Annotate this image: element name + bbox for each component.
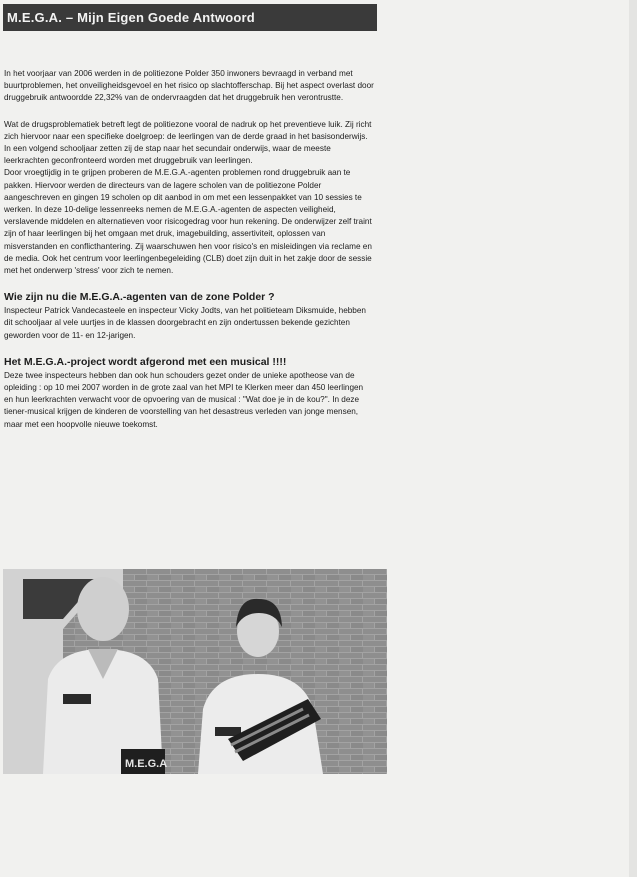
scan-edge — [629, 0, 637, 877]
agents-heading: Wie zijn nu die M.E.G.A.-agenten van de zone Polder ? — [4, 291, 275, 304]
agents-photo — [3, 569, 387, 774]
article-title: M.E.G.A. – Mijn Eigen Goede Antwoord — [7, 10, 255, 25]
booklet-label-man: M.E.G.A — [125, 758, 168, 770]
intro-paragraph: In het voorjaar van 2006 werden in de politiezone Polder 350 inwoners bevraagd in verband met buurtproblemen, het onveiligheidsgevoel en het risico op slachtofferschap. Bij het aspect overlast door druggebruik antwoordde 22,32% van de ondervraagden dat het druggebruik hen verontrustte. — [4, 69, 374, 103]
agents-photo-illustration — [3, 569, 387, 774]
article-body — [4, 68, 374, 445]
approach-paragraph: Door vroegtijdig in te grijpen proberen de M.E.G.A.-agenten problemen rond druggebruik aan te pakken. Hiervoor werden de directeurs van de lagere scholen van de politiezone Polder aangeschreven en gingen 19 scholen op dit aanbod in om met een lessenpakket van 10 sessies te werken. In deze 10-delige lessenreeks nemen de M.E.G.A.-agenten de aspecten veiligheid, verslavende middelen en alternatieven voor risicogedrag voor hun rekening. De onderwijzer zelf traint zijn of haar leerlingen bij het omgaan met druk, imagebuilding, assertiviteit, oplossen van misverstanden en conflicthantering. Zij waarschuwen hen voor risico's en misleidingen via reclame en de media. Ook het centrum voor leerlingenbegeleiding (CLB) doet zijn duit in het zakje door de sessie met het onderwerp 'stress' voor zich te nemen. — [4, 168, 372, 276]
agents-paragraph: Inspecteur Patrick Vandecasteele en inspecteur Vicky Jodts, van het politieteam Diksmuide, hebben dit schooljaar al vele uurtjes in de klassen doorgebracht en zijn ondertussen bekende gezichten geworden voor de 11- en 12-jarigen. — [4, 306, 366, 340]
prevention-paragraph: Wat de drugsproblematiek betreft legt de politiezone vooral de nadruk op het preventieve luik. Zij richt zich hiervoor naar een specifieke doelgroep: de leerlingen van de derde graad in het basisonderwijs. In een volgend schooljaar zetten zij de stap naar het secundair onderwijs, waar de meeste leerkrachten geconfronteerd worden met druggebruik van leerlingen. — [4, 119, 372, 166]
musical-heading: Het M.E.G.A.-project wordt afgerond met een musical !!!! — [4, 355, 287, 368]
article-title-bar — [3, 4, 377, 31]
musical-paragraph: Deze twee inspecteurs hebben dan ook hun schouders gezet onder de unieke apotheose van de opleiding : op 10 mei 2007 worden in de grote zaal van het MPI te Klerken meer dan 450 leerlingen en hun leerkrachten verwacht voor de opvoering van de musical : "Wat doe je in de kou?". In deze tiener-musical krijgen de kinderen de voorstelling van het desastreus verleden van jonge mensen, maar met een hoopvolle nieuwe toekomst. — [4, 370, 364, 429]
